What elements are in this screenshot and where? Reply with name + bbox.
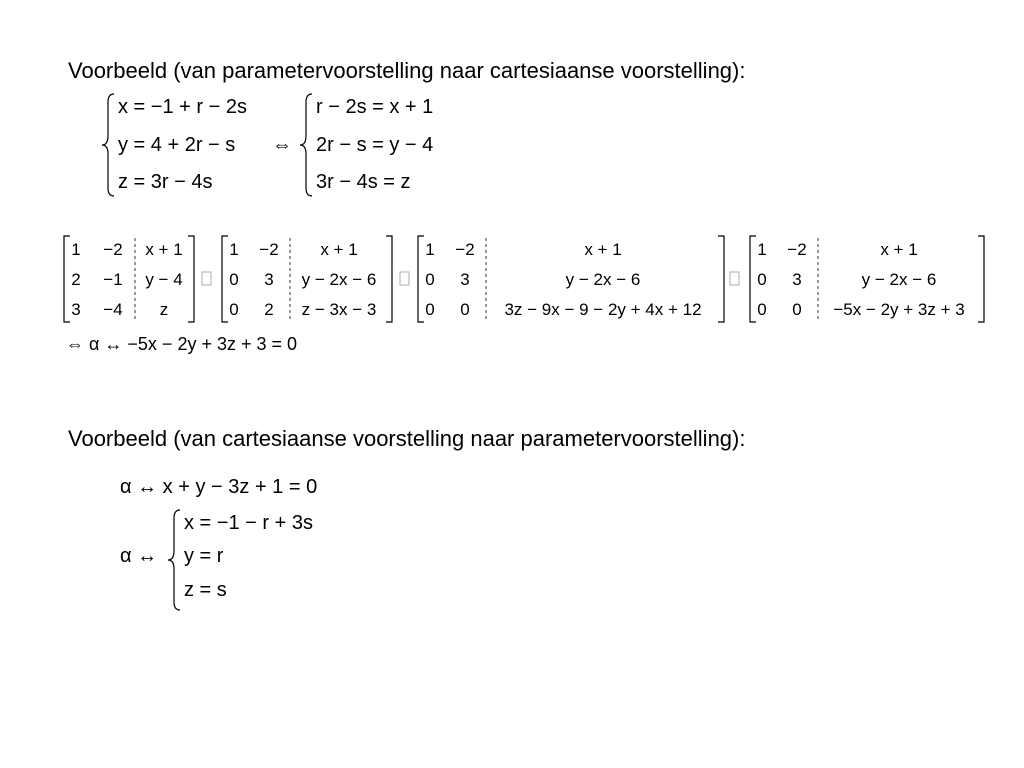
system-right-line-2: 2r − s = y − 4 bbox=[316, 134, 434, 156]
matrix-1-cell: 3 bbox=[71, 300, 81, 319]
matrix-3-cell: 0 bbox=[460, 300, 470, 319]
matrix-1-cell: y − 4 bbox=[145, 270, 183, 289]
matrix-2-cell: 1 bbox=[229, 240, 239, 259]
matrix-2-cell: 0 bbox=[229, 270, 239, 289]
system-left-line-2: y = 4 + 2r − s bbox=[118, 134, 236, 156]
matrix-4-cell: y − 2x − 6 bbox=[861, 270, 937, 289]
matrix-4-cell: 3 bbox=[792, 270, 802, 289]
missing-glyph-icon-2 bbox=[400, 272, 409, 285]
matrix-3-right-bracket bbox=[718, 236, 724, 322]
matrix-3-cell: 3z − 9x − 9 − 2y + 4x + 12 bbox=[504, 300, 702, 319]
matrix-4-cell: x + 1 bbox=[880, 240, 918, 259]
system-right-line-3: 3r − 4s = z bbox=[316, 171, 411, 193]
matrix-1-cell: x + 1 bbox=[145, 240, 183, 259]
matrix-4-right-bracket bbox=[978, 236, 984, 322]
matrix-2-cell: 0 bbox=[229, 300, 239, 319]
matrix-3-cell: 1 bbox=[425, 240, 435, 259]
result-equation: ⇔ α ↔ −5x − 2y + 3z + 3 = 0 bbox=[66, 334, 298, 354]
example2-heading: Voorbeeld (van cartesiaanse voorstelling naar parametervoorstelling): bbox=[68, 426, 746, 451]
alpha-label: α ↔ bbox=[120, 545, 158, 567]
matrix-2-cell: 2 bbox=[264, 300, 274, 319]
matrix-4-cell: −5x − 2y + 3z + 3 bbox=[833, 300, 965, 319]
parameter-line-1: x = −1 − r + 3s bbox=[184, 512, 313, 534]
parameter-brace-icon bbox=[166, 508, 182, 612]
matrix-3-cell: −2 bbox=[455, 240, 475, 259]
matrix-2-cell: −2 bbox=[259, 240, 279, 259]
system-left-line-1: x = −1 + r − 2s bbox=[118, 96, 247, 118]
matrix-1-cell: −1 bbox=[103, 270, 123, 289]
missing-glyph-icon-1 bbox=[202, 272, 211, 285]
system-right-line-1: r − 2s = x + 1 bbox=[316, 96, 434, 118]
matrix-4-cell: 0 bbox=[757, 300, 767, 319]
equivalence-symbol: ⇔ bbox=[272, 134, 292, 156]
matrix-4-cell: 1 bbox=[757, 240, 767, 259]
plane-equation: α ↔ x + y − 3z + 1 = 0 bbox=[120, 476, 318, 498]
matrix-1-cell: −4 bbox=[103, 300, 123, 319]
matrix-4-cell: 0 bbox=[757, 270, 767, 289]
matrix-2-cell: z − 3x − 3 bbox=[301, 300, 377, 319]
matrix-2-cell: y − 2x − 6 bbox=[301, 270, 377, 289]
matrix-1-cell: 2 bbox=[71, 270, 81, 289]
matrix-2-right-bracket bbox=[386, 236, 392, 322]
matrix-3-cell: 0 bbox=[425, 300, 435, 319]
matrix-3-cell: 0 bbox=[425, 270, 435, 289]
matrix-4-cell: 0 bbox=[792, 300, 802, 319]
matrix-3-cell: 3 bbox=[460, 270, 470, 289]
matrix-2-cell: 3 bbox=[264, 270, 274, 289]
matrix-3-cell: y − 2x − 6 bbox=[565, 270, 641, 289]
system-left-line-3: z = 3r − 4s bbox=[118, 171, 213, 193]
matrix-1-cell: −2 bbox=[103, 240, 123, 259]
matrix-3-cell: x + 1 bbox=[584, 240, 622, 259]
matrix-4-cell: −2 bbox=[787, 240, 807, 259]
example1-heading: Voorbeeld (van parametervoorstelling naar cartesiaanse voorstelling): bbox=[68, 58, 746, 83]
parameter-line-2: y = r bbox=[184, 545, 224, 567]
matrix-1-cell: 1 bbox=[71, 240, 81, 259]
matrix-1-cell: z bbox=[159, 300, 169, 319]
parameter-line-3: z = s bbox=[184, 579, 227, 601]
matrix-2-cell: x + 1 bbox=[320, 240, 358, 259]
missing-glyph-icon-3 bbox=[730, 272, 739, 285]
